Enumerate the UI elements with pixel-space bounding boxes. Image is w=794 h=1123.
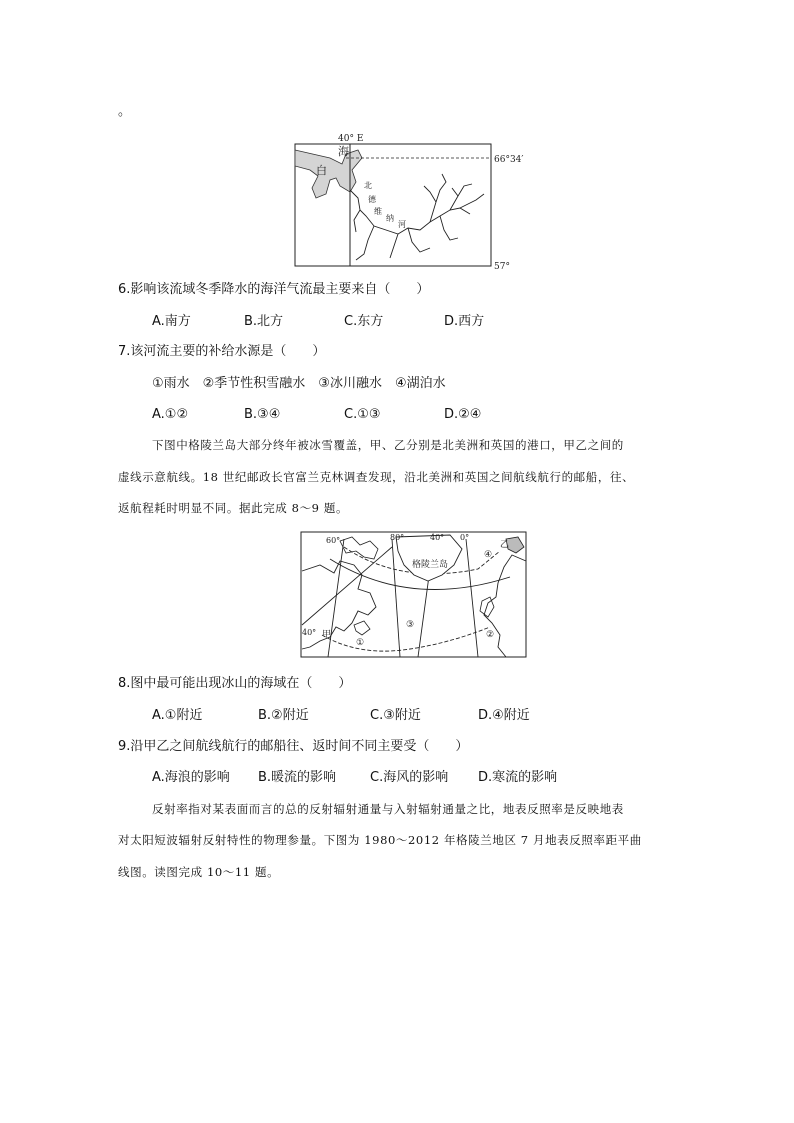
q9-option-d[interactable]: D.寒流的影响	[478, 770, 558, 785]
northern-dvina-map	[290, 130, 530, 272]
passage1-line-1: 下图中格陵兰岛大部分终年被冰雪覆盖，甲、乙分别是北美洲和英国的港口，甲乙之间的	[152, 438, 624, 452]
q8-option-d[interactable]: D.④附近	[478, 708, 530, 723]
river-label-char-3: 维	[374, 207, 382, 216]
q6-option-a[interactable]: A.南方	[152, 314, 191, 329]
passage1-line-3: 返航程耗时明显不同。据此完成 8～9 题。	[118, 501, 349, 515]
passage2-line-3: 线图。读图完成 10～11 题。	[118, 865, 280, 879]
lon-60-label: 60°	[326, 536, 341, 545]
lat-66-label: 66°34′	[494, 155, 524, 165]
river-label-char-1: 北	[364, 181, 372, 190]
q6-option-b[interactable]: B.北方	[244, 314, 284, 329]
lat-40-label: 40°	[302, 628, 317, 637]
q9-option-c[interactable]: C.海风的影响	[370, 770, 449, 785]
passage1-line-2: 虚线示意航线。18 世纪邮政长官富兰克林调查发现，沿北美洲和英国之间航线航行的邮船，往、	[118, 470, 635, 484]
sea-label-2: 海	[338, 145, 349, 158]
q9-option-b[interactable]: B.暖流的影响	[258, 770, 337, 785]
lon-40-label: 40°	[430, 533, 445, 542]
top-mark: 。	[118, 104, 132, 119]
q8-option-a[interactable]: A.①附近	[152, 708, 203, 723]
passage2-line-1: 反射率指对某表面而言的总的反射辐射通量与入射辐射通量之比，地表反照率是反映地表	[152, 802, 624, 816]
q7-stem: 7.该河流主要的补给水源是（ ）	[118, 344, 326, 359]
q6-stem: 6.影响该流域冬季降水的海洋气流最主要来自（ ）	[118, 282, 430, 297]
passage2-line-2: 对太阳短波辐射反射特性的物理参量。下图为 1980～2012 年格陵兰地区 7 月地表反照率距平曲	[118, 833, 642, 847]
q7-choices-line: ①雨水 ②季节性积雪融水 ③冰川融水 ④湖泊水	[152, 376, 446, 391]
q7-option-a[interactable]: A.①②	[152, 407, 189, 422]
lon-0-label: 0°	[460, 533, 470, 542]
q7-option-c[interactable]: C.①③	[344, 407, 381, 422]
lat-57-label: 57°	[494, 262, 510, 272]
lon-80-label: 80°	[390, 533, 405, 542]
region-2-mark: ②	[486, 630, 495, 640]
north-atlantic-map	[300, 531, 528, 659]
port-yi-label: 乙	[500, 540, 510, 550]
q8-option-c[interactable]: C.③附近	[370, 708, 421, 723]
q6-option-d[interactable]: D.西方	[444, 314, 485, 329]
q9-stem: 9.沿甲乙之间航线航行的邮船往、返时间不同主要受（ ）	[118, 739, 469, 754]
lon-40e-label: 40° E	[338, 134, 364, 144]
q7-option-d[interactable]: D.②④	[444, 407, 482, 422]
region-1-mark: ①	[356, 638, 365, 648]
river-label-char-2: 德	[368, 195, 376, 204]
q8-option-b[interactable]: B.②附近	[258, 708, 309, 723]
region-4-mark: ④	[484, 550, 493, 560]
q8-stem: 8.图中最可能出现冰山的海域在（ ）	[118, 676, 352, 691]
q6-option-c[interactable]: C.东方	[344, 314, 384, 329]
sea-label-1: 白	[316, 164, 327, 177]
q7-option-b[interactable]: B.③④	[244, 407, 281, 422]
port-jia-label: 甲	[322, 630, 332, 640]
region-3-mark: ③	[406, 620, 415, 630]
river-label-char-5: 河	[398, 220, 406, 229]
greenland-label: 格陵兰岛	[412, 560, 449, 570]
q9-option-a[interactable]: A.海浪的影响	[152, 770, 230, 785]
river-label-char-4: 纳	[386, 214, 394, 223]
